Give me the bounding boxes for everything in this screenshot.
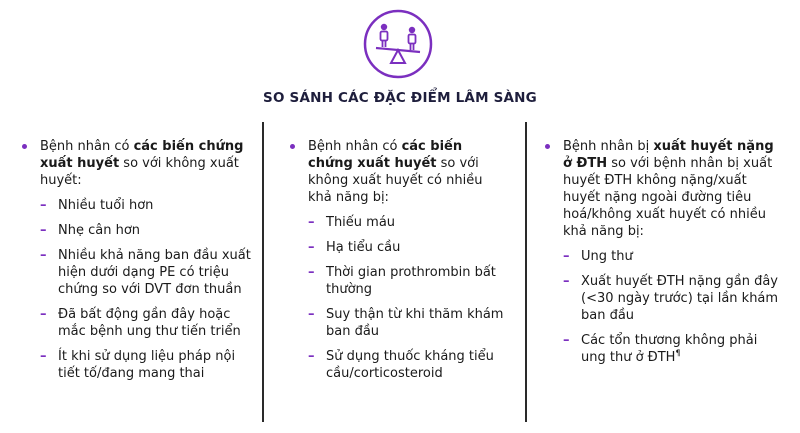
list-item: – Suy thận từ khi thăm khám ban đầu — [308, 307, 504, 339]
list-item: – Xuất huyết ĐTH nặng gần đây (<30 ngày trước) tại lần khám ban đầu — [563, 274, 779, 323]
bullet-dot — [545, 144, 550, 149]
list-item: – Nhiều tuổi hơn — [40, 198, 154, 213]
list-item: – Đã bất động gần đây hoặc mắc bệnh ung thư tiến triển — [40, 307, 241, 339]
column-intro: Bệnh nhân có các biến chứng xuất huyết so với không xuất huyết: — [22, 138, 254, 189]
list-item: – Các tổn thương không phải ung thư ở ĐTH¶ — [563, 333, 758, 365]
intro-emphasis: xuất huyết nặng ở ĐTH — [563, 139, 774, 171]
list-item: – Thiếu máu — [308, 215, 396, 230]
list-item: – Nhiều khả năng ban đầu xuất hiện dưới dạng PE có triệu chứng so với DVT đơn thuần — [40, 248, 251, 297]
list-item: – Ít khi sử dụng liệu pháp nội tiết tố/đang mang thai — [40, 349, 236, 381]
column-divider — [525, 122, 527, 422]
list-item: – Hạ tiểu cầu — [308, 240, 401, 255]
footnote-marker: ¶ — [675, 348, 681, 358]
column-intro: Bệnh nhân bị xuất huyết nặng ở ĐTH so với bệnh nhân bị xuất huyết ĐTH không nặng/xuất huyết nặng ngoài đường tiêu hoá/không xuất huyết có nhiều khả năng bị: — [545, 138, 785, 240]
feature-list — [22, 197, 254, 382]
list-item: – Sử dụng thuốc kháng tiểu cầu/corticosteroid — [308, 349, 494, 381]
column-divider — [262, 122, 264, 422]
column-intro: Bệnh nhân có các biến chứng xuất huyết so với không xuất huyết có nhiều khả năng bị: — [290, 138, 510, 206]
bullet-dot — [290, 144, 295, 149]
intro-emphasis: các biến chứng xuất huyết — [308, 139, 463, 171]
intro-emphasis: các biến chứng xuất huyết — [40, 139, 244, 171]
page-title: SO SÁNH CÁC ĐẶC ĐIỂM LÂM SÀNG — [263, 90, 537, 106]
list-item: – Thời gian prothrombin bất thường — [308, 265, 496, 297]
list-item: – Ung thư — [563, 249, 633, 264]
list-item: – Nhẹ cân hơn — [40, 223, 141, 238]
comparison-column-bleeding-risk-factors — [290, 138, 510, 382]
balance-scale-icon — [362, 8, 434, 80]
feature-list — [545, 248, 785, 366]
bullet-dot — [22, 144, 27, 149]
comparison-column-gi-bleeding — [545, 138, 785, 366]
feature-list — [290, 214, 510, 382]
comparison-column-bleeding-vs-none — [22, 138, 254, 382]
